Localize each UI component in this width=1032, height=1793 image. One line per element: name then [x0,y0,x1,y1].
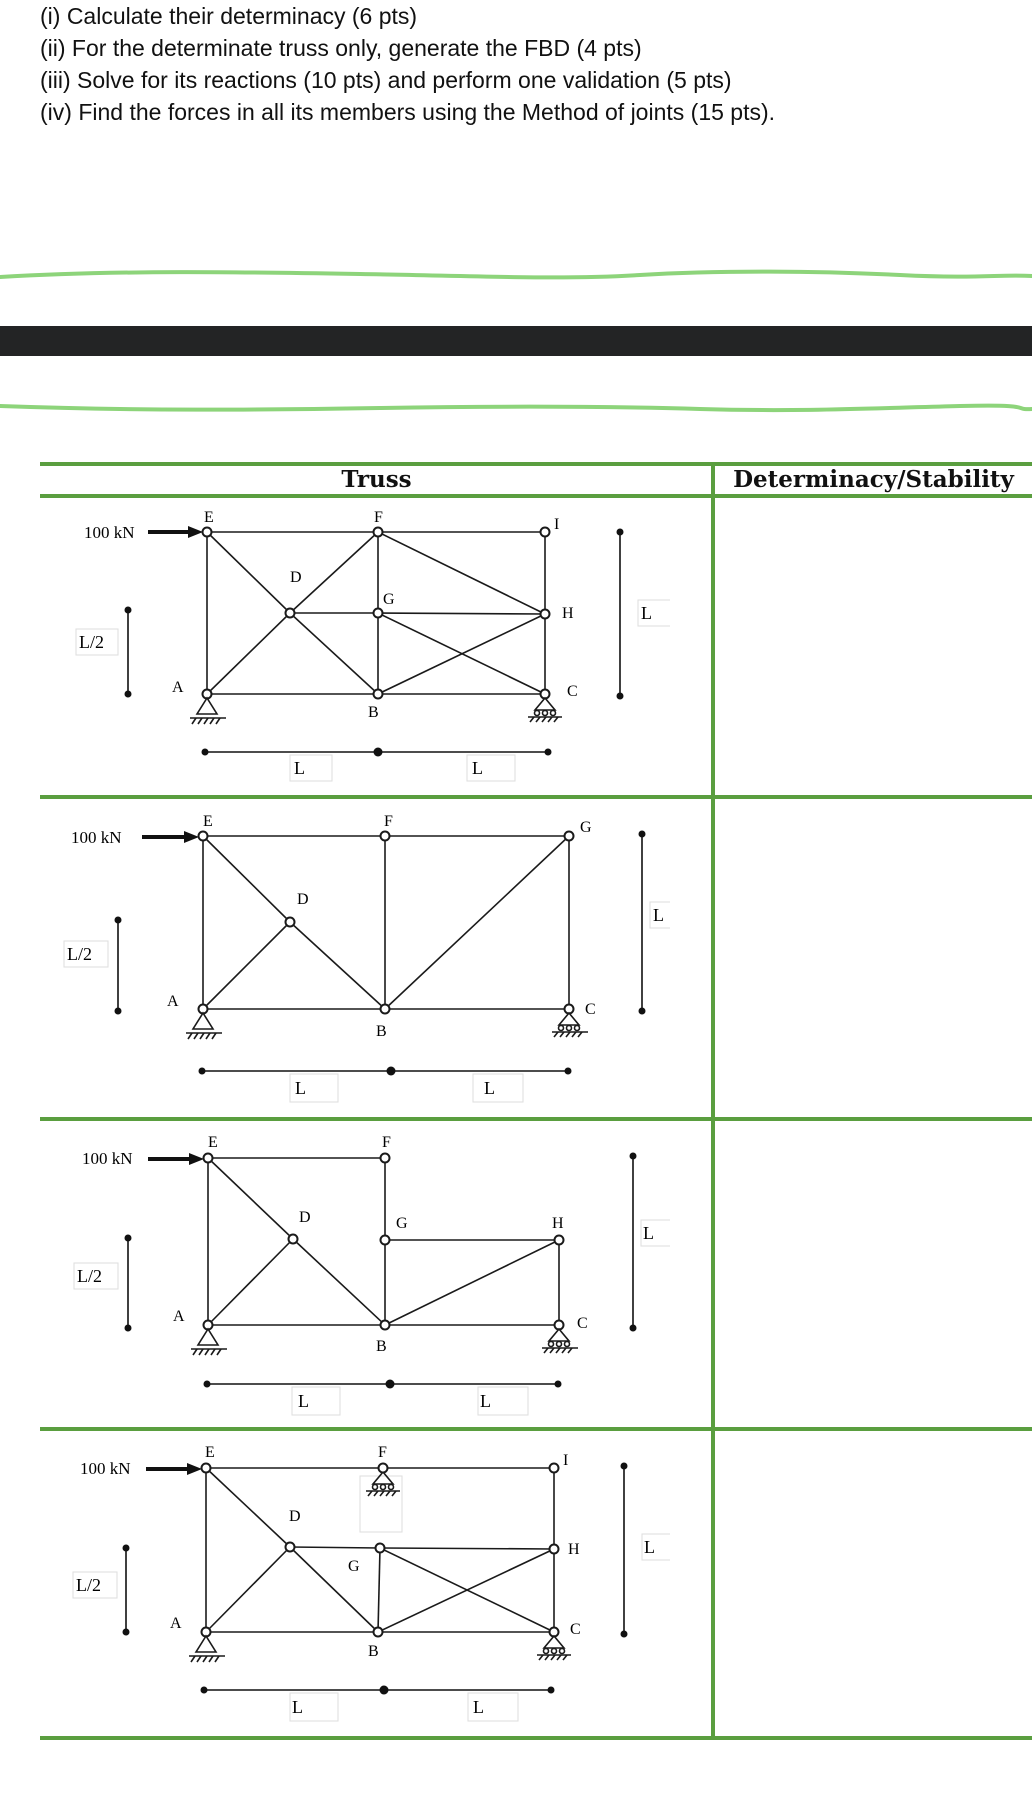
instruction-determinacy: (i) Calculate their determinacy (6 pts) [40,3,418,29]
dim-left-label: L/2 [76,1575,101,1595]
joint-B: B [376,1338,387,1355]
instruction-fbd: (ii) For the determinate truss only, generate the FBD (4 pts) [40,35,642,61]
joint-F: F [382,1134,391,1151]
load-label: 100 kN [84,523,135,542]
truss-diagram-3 [40,1122,670,1422]
span-2-label: L [484,1078,495,1098]
dim-left-label: L/2 [79,632,104,652]
truss-diagram-4 [40,1432,670,1732]
dim-right-label: L [643,1223,654,1243]
joint-F: F [384,813,393,830]
header-truss: Truss [341,466,412,493]
joint-G: G [580,819,592,836]
joint-G: G [396,1215,408,1232]
span-1-label: L [292,1697,303,1717]
truss-diagram-1 [40,498,670,798]
joint-G: G [383,591,395,608]
joint-H: H [552,1215,564,1232]
load-label: 100 kN [80,1459,131,1478]
joint-H: H [562,605,574,622]
joint-B: B [376,1023,387,1040]
joint-D: D [289,1508,301,1525]
joint-A: A [170,1615,182,1632]
load-label: 100 kN [82,1149,133,1168]
dim-left-label: L/2 [67,944,92,964]
green-divider-bottom [0,396,1032,422]
joint-E: E [205,1444,215,1461]
joint-D: D [299,1209,311,1226]
joint-F: F [378,1444,387,1461]
black-bar [0,326,1032,356]
span-2-label: L [473,1697,484,1717]
dim-right-label: L [644,1537,655,1557]
span-1-label: L [295,1078,306,1098]
joint-A: A [172,679,184,696]
joint-E: E [203,813,213,830]
span-1-label: L [294,758,305,778]
joint-B: B [368,704,379,721]
header-determinacy: Determinacy/Stability [733,466,1014,493]
joint-A: A [167,993,179,1010]
joint-D: D [297,891,309,908]
instruction-member-forces: (iv) Find the forces in all its members using the Method of joints (15 pts). [40,99,776,125]
dim-left-label: L/2 [77,1266,102,1286]
joint-A: A [173,1308,185,1325]
joint-C: C [570,1621,581,1638]
joint-G: G [348,1558,360,1575]
joint-C: C [567,683,578,700]
dim-right-label: L [641,603,652,623]
instructions [40,0,1020,128]
instruction-reactions: (iii) Solve for its reactions (10 pts) and perform one validation (5 pts) [40,67,732,93]
load-label: 100 kN [71,828,122,847]
joint-F: F [374,509,383,526]
joint-H: H [568,1541,580,1558]
joint-E: E [204,509,214,526]
joint-C: C [585,1001,596,1018]
joint-C: C [577,1315,588,1332]
span-2-label: L [480,1391,491,1411]
joint-E: E [208,1134,218,1151]
dim-right-label: L [653,905,664,925]
green-divider-top [0,262,1032,288]
joint-I: I [563,1452,569,1469]
joint-I: I [554,516,560,533]
span-1-label: L [298,1391,309,1411]
joint-D: D [290,569,302,586]
joint-B: B [368,1643,379,1660]
truss-diagram-2 [40,800,670,1120]
span-2-label: L [472,758,483,778]
